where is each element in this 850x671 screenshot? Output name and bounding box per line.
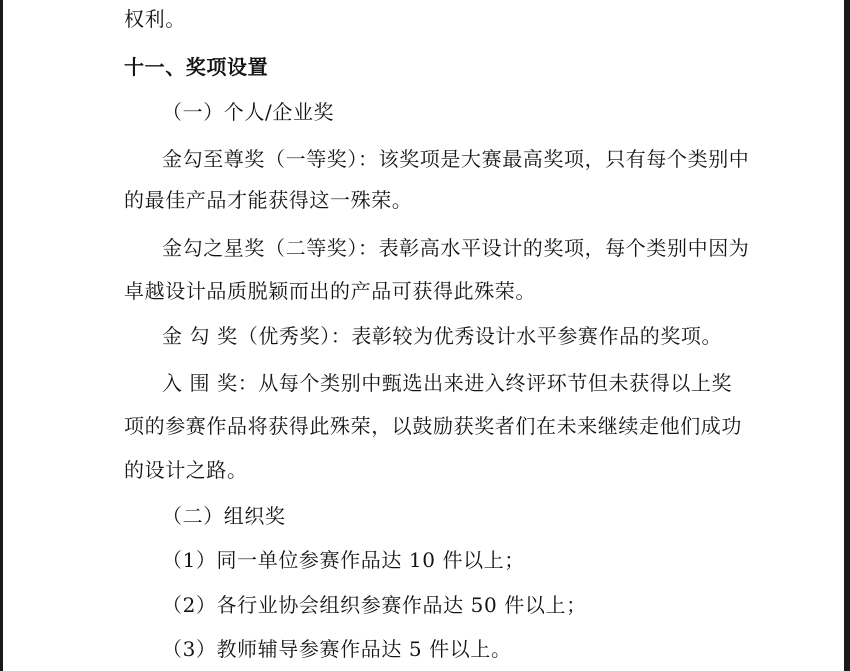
text-line: 金勾之星奖（二等奖）：表彰高水平设计的奖项，每个类别中因为: [162, 236, 750, 260]
section-heading: 十一、奖项设置: [124, 55, 269, 79]
page-left-border: [0, 0, 3, 671]
text-line: 的最佳产品才能获得这一殊荣。: [124, 188, 413, 212]
subsection-heading: （一）个人/企业奖: [162, 100, 335, 124]
text-line: 金 勾 奖（优秀奖）：表彰较为优秀设计水平参赛作品的奖项。: [162, 324, 723, 348]
list-item: （1）同一单位参赛作品达 10 件以上；: [162, 548, 525, 572]
text-line: 项的参赛作品将获得此殊荣，以鼓励获奖者们在未来继续走他们成功: [124, 414, 742, 438]
list-item: （3）教师辅导参赛作品达 5 件以上。: [162, 637, 512, 661]
text-line: 卓越设计品质脱颖而出的产品可获得此殊荣。: [124, 279, 536, 303]
page-right-border: [844, 0, 850, 671]
text-line: 权利。: [124, 7, 186, 31]
text-line: 的设计之路。: [124, 458, 248, 482]
subsection-heading: （二）组织奖: [162, 504, 286, 528]
list-item: （2）各行业协会组织参赛作品达 50 件以上；: [162, 593, 587, 617]
text-line: 入 围 奖：从每个类别中甄选出来进入终评环节但未获得以上奖: [162, 371, 733, 395]
text-line: 金勾至尊奖（一等奖）：该奖项是大赛最高奖项，只有每个类别中: [162, 147, 750, 171]
